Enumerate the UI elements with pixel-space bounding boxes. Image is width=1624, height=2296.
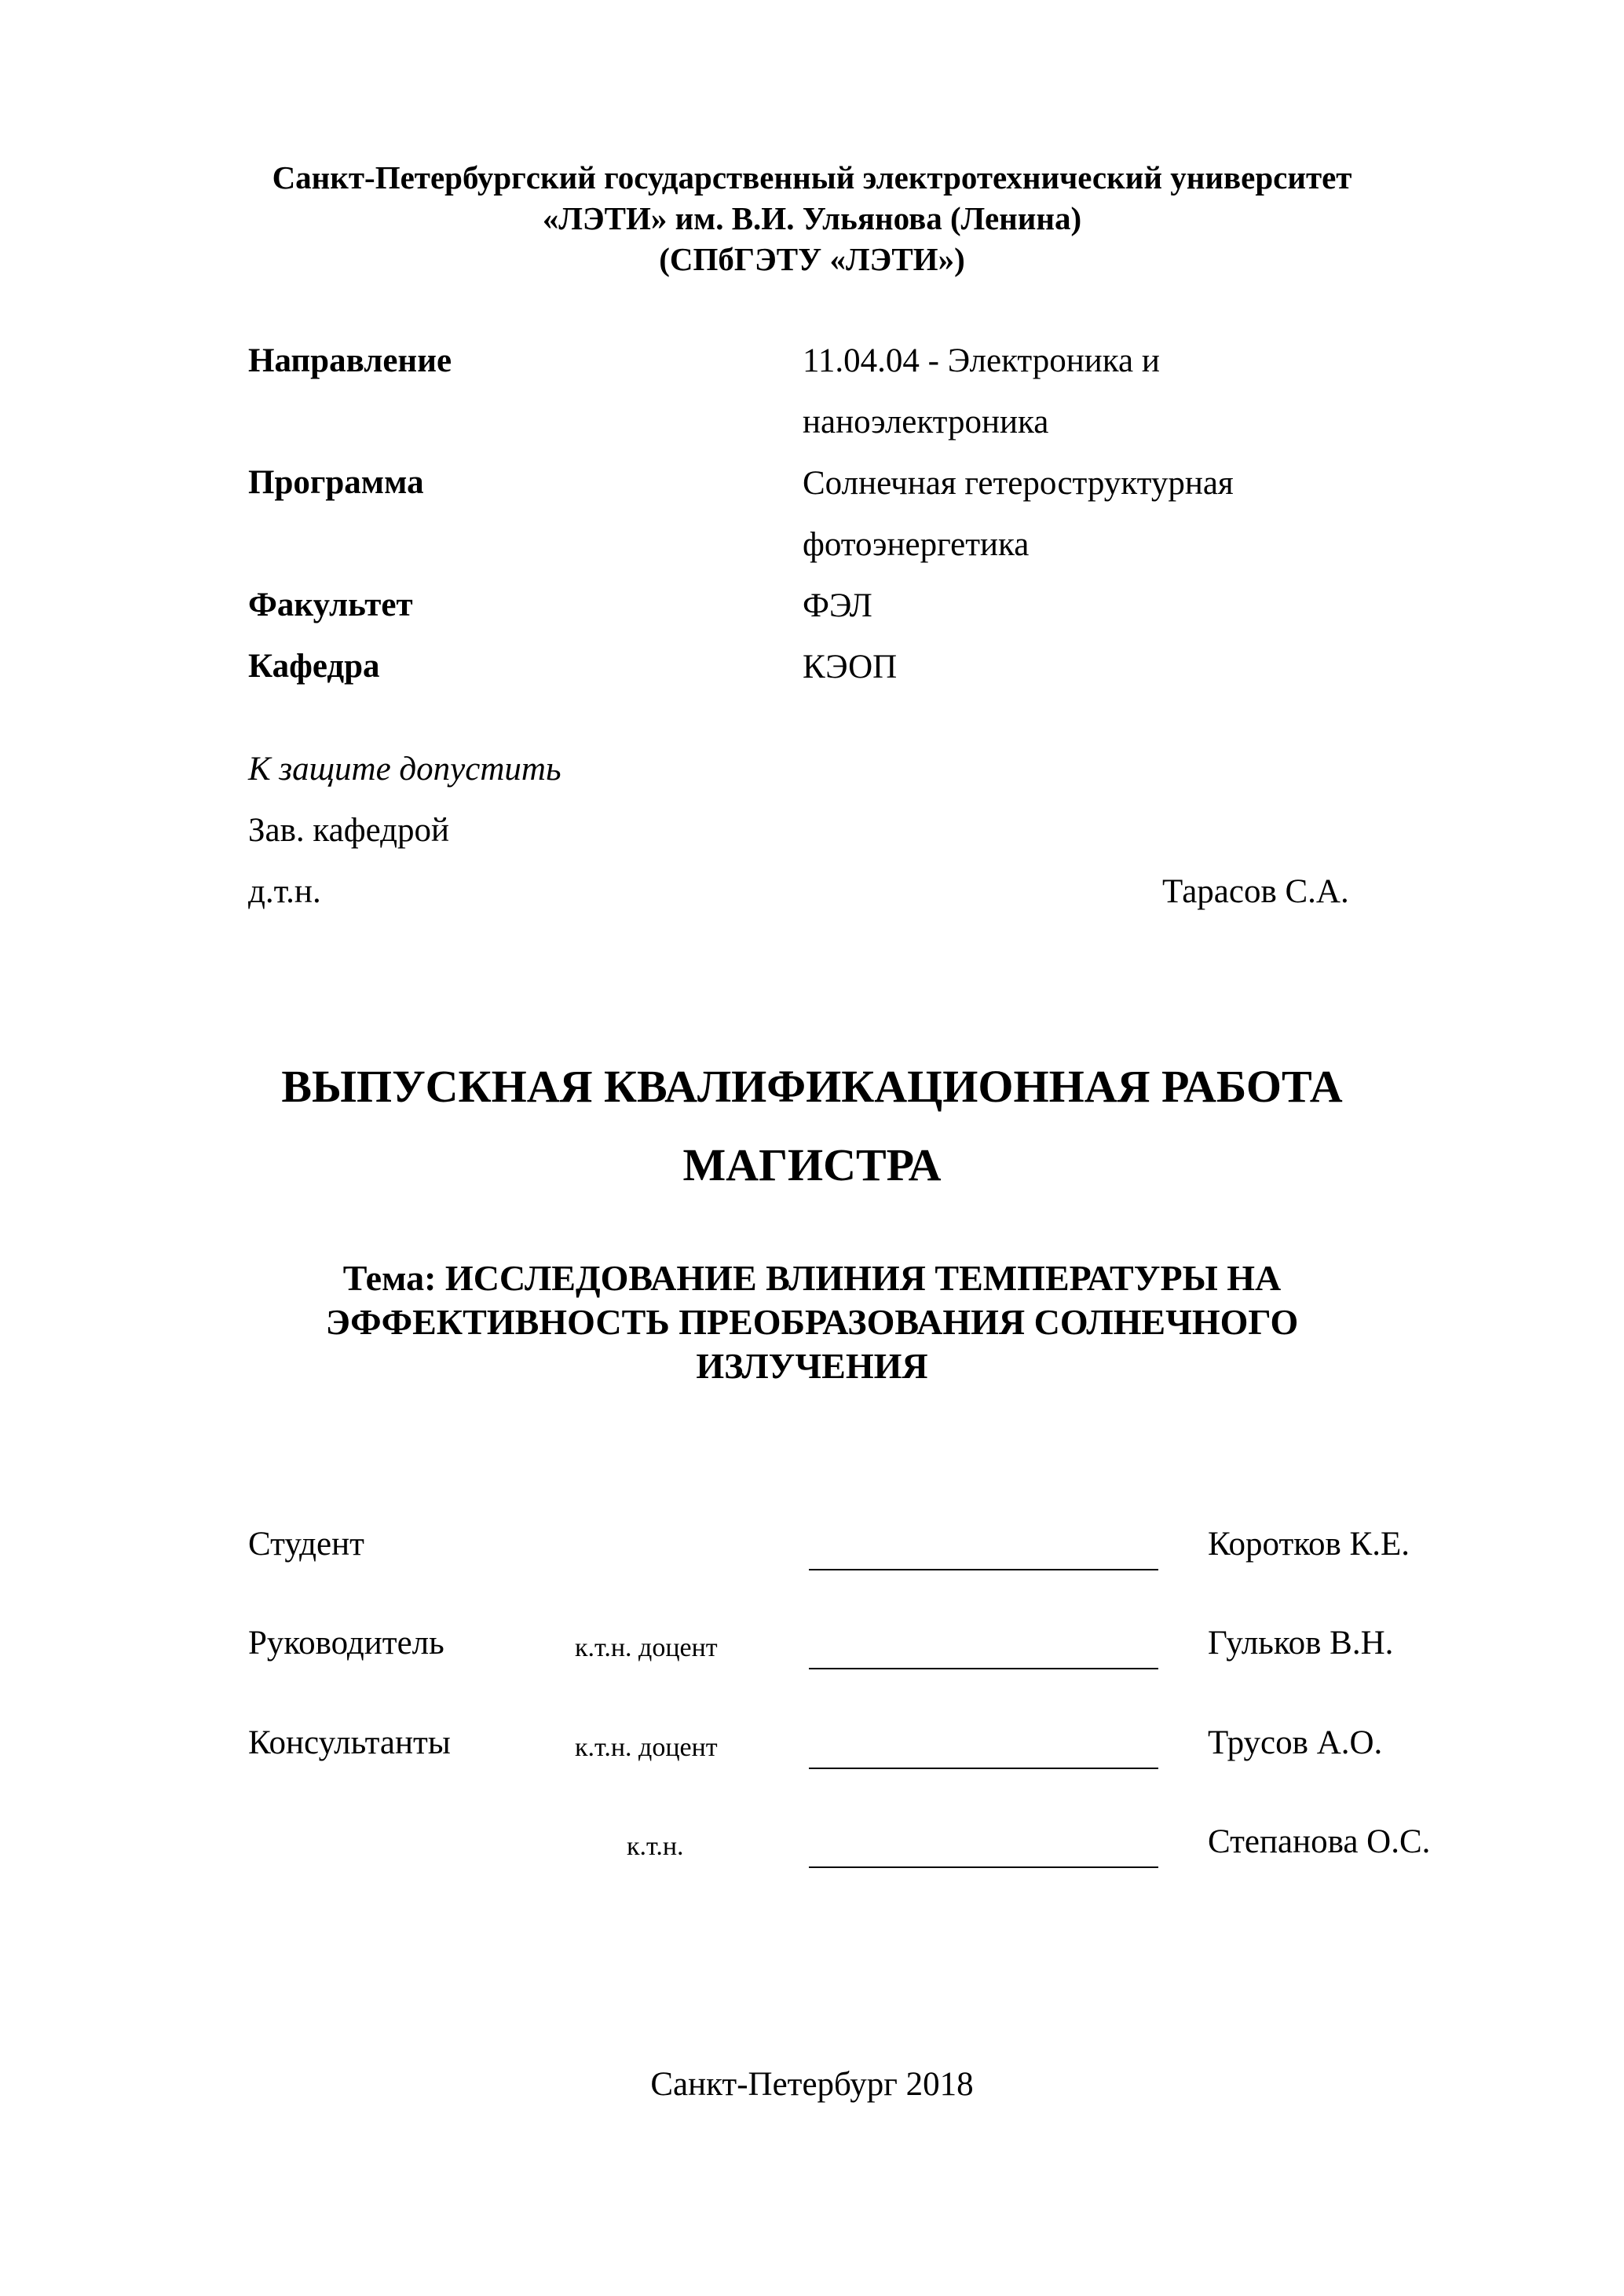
city-year: Санкт-Петербург 2018 — [650, 2066, 974, 2103]
work-title-line2: МАГИСТРА — [682, 1139, 942, 1190]
topic — [0, 1256, 1624, 1388]
student-role: Студент — [248, 1526, 364, 1563]
student-name: Коротков К.Е. — [1208, 1526, 1410, 1563]
work-title — [0, 1047, 1624, 1205]
department-value: КЭОП — [803, 649, 898, 686]
topic-line2: ЭФФЕКТИВНОСТЬ ПРЕОБРАЗОВАНИЯ СОЛНЕЧНОГО — [325, 1302, 1299, 1342]
faculty-label: Факультет — [248, 587, 413, 623]
topic-line3: ИЗЛУЧЕНИЯ — [696, 1346, 928, 1386]
consultant1-degree: к.т.н. доцент — [575, 1733, 718, 1762]
head-name: Тарасов С.А. — [1162, 873, 1349, 910]
signature-line-consultant1 — [809, 1768, 1158, 1769]
supervisor-name: Гульков В.Н. — [1208, 1625, 1394, 1662]
direction-label: Направление — [248, 342, 452, 379]
university-abbr: (СПбГЭТУ «ЛЭТИ») — [659, 241, 965, 277]
signature-line-supervisor — [809, 1668, 1158, 1669]
program-label: Программа — [248, 464, 424, 501]
consultant2-name: Степанова О.С. — [1208, 1823, 1431, 1860]
signature-line-consultant2 — [809, 1866, 1158, 1868]
department-label: Кафедра — [248, 648, 380, 685]
work-title-line1: ВЫПУСКНАЯ КВАЛИФИКАЦИОННАЯ РАБОТА — [281, 1061, 1343, 1112]
supervisor-role: Руководитель — [248, 1625, 444, 1662]
topic-line1: Тема: ИССЛЕДОВАНИЕ ВЛИНИЯ ТЕМПЕРАТУРЫ НА — [342, 1258, 1282, 1298]
head-of-department: Зав. кафедрой — [248, 812, 450, 849]
faculty-value: ФЭЛ — [803, 587, 872, 624]
direction-value: 11.04.04 - Электроника и наноэлектроника — [803, 342, 1160, 441]
signature-line-student — [809, 1569, 1158, 1570]
supervisor-degree: к.т.н. доцент — [575, 1633, 718, 1662]
consultant2-degree: к.т.н. — [627, 1832, 684, 1861]
consultant1-name: Трусов А.О. — [1208, 1724, 1383, 1761]
university-name-line1: Санкт-Петербургский государственный электротехнический университет — [272, 159, 1352, 196]
consultants-role: Консультанты — [248, 1724, 451, 1761]
university-name-line2: «ЛЭТИ» им. В.И. Ульянова (Ленина) — [542, 200, 1082, 236]
head-degree: д.т.н. — [248, 873, 321, 910]
university-header — [0, 157, 1624, 280]
admission-note: К защите допустить — [248, 751, 561, 788]
program-value: Солнечная гетероструктурная фотоэнергетика — [803, 465, 1234, 563]
